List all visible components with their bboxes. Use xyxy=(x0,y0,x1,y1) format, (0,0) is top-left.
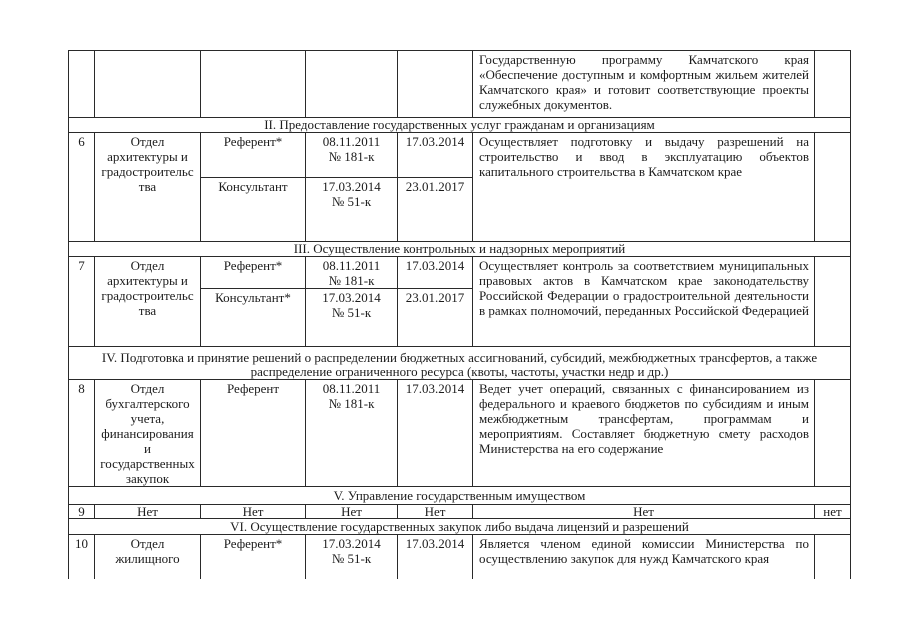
extra-cell xyxy=(815,51,851,118)
section-heading: VI. Осуществление государственных закупок либо выдача лицензий и разрешений xyxy=(69,519,851,535)
department-cell xyxy=(95,51,201,118)
end-date-cell: Нет xyxy=(398,505,473,519)
duties-cell: Осуществляет подготовку и выдачу разрешений на строительство и ввод в эксплуатацию объектов капитального строительства в Камчатском крае xyxy=(473,133,815,242)
start-date-cell xyxy=(306,380,398,487)
extra-cell xyxy=(815,133,851,242)
duties-cell: Осуществляет контроль за соответствием муниципальных правовых актов в Камчатском крае законодательству Российской Федерации о градостроительной деятельности в рамках полномочий, переданных Российской Федерацией xyxy=(473,257,815,347)
row-number-cell: 10 xyxy=(69,535,95,579)
duties-cell: Нет xyxy=(473,505,815,519)
position-cell: Референт* xyxy=(201,133,306,178)
row-number-cell: 6 xyxy=(69,133,95,242)
section-heading: IV. Подготовка и принятие решений о распределении бюджетных ассигнований, субсидий, межбюджетных трансфертов, а также распределение ограниченного ресурса (квоты, частоты, участки недр и др.) xyxy=(69,347,851,380)
start-date-cell xyxy=(306,289,398,347)
start-date: 08.11.2011 xyxy=(322,381,381,396)
table-row xyxy=(69,535,851,579)
start-date: 08.11.2011 xyxy=(322,258,381,273)
section-heading: II. Предоставление государственных услуг гражданам и организациям xyxy=(69,118,851,133)
start-date-cell xyxy=(306,51,398,118)
position-cell: Референт* xyxy=(201,535,306,579)
start-date: 17.03.2014 xyxy=(322,290,381,305)
start-date: 08.11.2011 xyxy=(322,134,381,149)
table-row xyxy=(69,257,851,289)
start-date: 17.03.2014 xyxy=(322,536,381,551)
start-date-cell: Нет xyxy=(306,505,398,519)
section-row xyxy=(69,118,851,133)
order-number: № 51-к xyxy=(331,551,372,566)
table-row xyxy=(69,133,851,178)
order-number: № 181-к xyxy=(328,396,375,411)
positions-table xyxy=(68,50,851,579)
end-date-cell xyxy=(398,51,473,118)
section-row xyxy=(69,519,851,535)
extra-cell xyxy=(815,257,851,347)
start-date-cell xyxy=(306,535,398,579)
section-row xyxy=(69,242,851,257)
row-number-cell: 8 xyxy=(69,380,95,487)
end-date-cell: 17.03.2014 xyxy=(398,257,473,289)
table-row xyxy=(69,51,851,118)
start-date: 17.03.2014 xyxy=(322,179,381,194)
extra-cell: нет xyxy=(815,505,851,519)
position-cell: Референт* xyxy=(201,257,306,289)
row-number-cell: 7 xyxy=(69,257,95,347)
section-heading: V. Управление государственным имуществом xyxy=(69,487,851,505)
start-date-cell xyxy=(306,257,398,289)
position-cell: Референт xyxy=(201,380,306,487)
position-cell: Консультант xyxy=(201,178,306,242)
duties-cell: Государственную программу Камчатского края «Обеспечение доступным и комфортным жильем жителей Камчатского края» и готовит соответствующие проекты служебных документов. xyxy=(473,51,815,118)
start-date-cell xyxy=(306,133,398,178)
order-number: № 181-к xyxy=(328,149,375,164)
end-date-cell: 17.03.2014 xyxy=(398,380,473,487)
section-row xyxy=(69,347,851,380)
start-date-cell xyxy=(306,178,398,242)
end-date-cell: 17.03.2014 xyxy=(398,133,473,178)
order-number: № 51-к xyxy=(331,194,372,209)
table-row xyxy=(69,505,851,519)
order-number: № 181-к xyxy=(328,273,375,288)
table-row xyxy=(69,380,851,487)
department-cell: Отдел жилищного xyxy=(95,535,201,579)
extra-cell xyxy=(815,380,851,487)
duties-cell: Ведет учет операций, связанных с финансированием из федерального и краевого бюджетов по субсидиям и иным межбюджетным трансфертам, программам и мероприятиям. Составляет бюджетную смету расходов Министерства на его содержание xyxy=(473,380,815,487)
section-row xyxy=(69,487,851,505)
extra-cell xyxy=(815,535,851,579)
department-cell: Отдел архитектуры и градостроительства xyxy=(95,133,201,242)
department-cell: Нет xyxy=(95,505,201,519)
department-cell: Отдел архитектуры и градостроительства xyxy=(95,257,201,347)
end-date-cell: 23.01.2017 xyxy=(398,178,473,242)
position-cell: Нет xyxy=(201,505,306,519)
department-cell: Отдел бухгалтерского учета, финансирования и государственных закупок xyxy=(95,380,201,487)
section-heading: III. Осуществление контрольных и надзорных мероприятий xyxy=(69,242,851,257)
end-date-cell: 17.03.2014 xyxy=(398,535,473,579)
position-cell: Консультант* xyxy=(201,289,306,347)
end-date-cell: 23.01.2017 xyxy=(398,289,473,347)
row-number-cell: 9 xyxy=(69,505,95,519)
position-cell xyxy=(201,51,306,118)
row-number-cell xyxy=(69,51,95,118)
order-number: № 51-к xyxy=(331,305,372,320)
duties-cell: Является членом единой комиссии Министерства по осуществлению закупок для нужд Камчатского края xyxy=(473,535,815,579)
